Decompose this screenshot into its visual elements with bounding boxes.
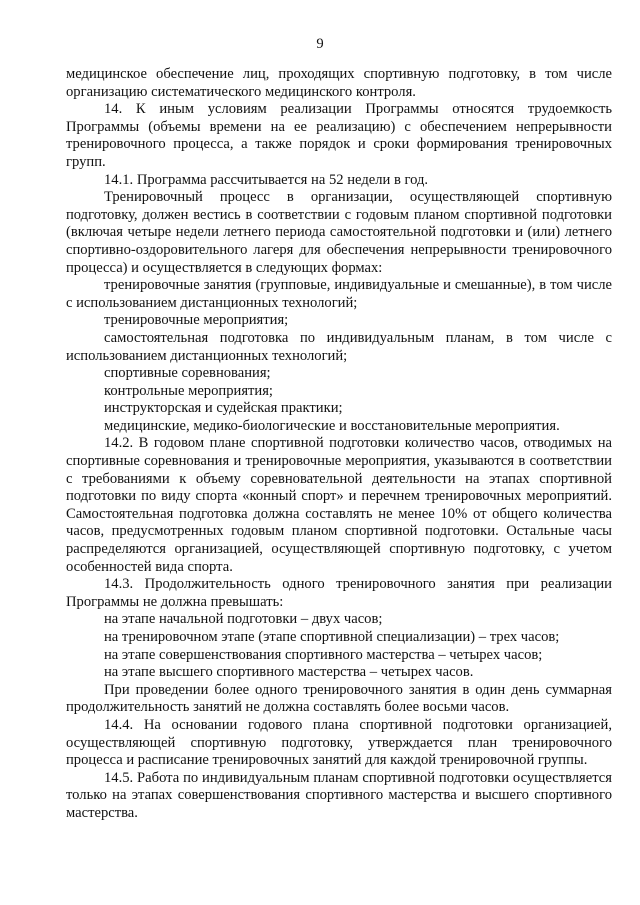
paragraph-14-2: 14.2. В годовом плане спортивной подготовки количество часов, отводимых на спортивные соревнования и тренировочные мероприятия, указываются в соответствии с требованиями к объему соревновательной деятельности на этапах спортивной подготовки по виду спорта «конный спорт» и перечнем тренировочных мероприятий. Самостоятельная подготовка должна составлять не менее 10% от общего количества часов, предусмотренных годовым планом спортивной подготовки. Остальные часы распределяются организацией, осуществляющей спортивную подготовку, с учетом особенностей вида спорта.	[66, 435, 612, 575]
list-item-competitions: спортивные соревнования;	[104, 365, 271, 382]
list-item-training-events: тренировочные мероприятия;	[104, 312, 289, 329]
list-item-improvement-stage: на этапе совершенствования спортивного мастерства – четырех часов;	[104, 646, 543, 663]
list-item-control-events: контрольные мероприятия;	[104, 382, 273, 399]
paragraph-14-4: 14.4. На основании годового плана спортивной подготовки организацией, осуществляющей спортивную подготовку, утверждается план тренировочного процесса и расписание тренировочных занятий для каждой тренировочной группы.	[66, 716, 612, 769]
list-item-training-sessions: тренировочные занятия (групповые, индивидуальные и смешанные), в том числе с использованием дистанционных технологий;	[66, 277, 612, 311]
paragraph-medical-support: медицинское обеспечение лиц, проходящих спортивную подготовку, в том числе организацию систематического медицинского контроля.	[66, 66, 612, 100]
list-item-instructor-practice: инструкторская и судейская практики;	[104, 400, 343, 417]
list-item-independent-training: самостоятельная подготовка по индивидуальным планам, в том числе с использованием дистанционных технологий;	[66, 329, 612, 364]
paragraph-14-3: 14.3. Продолжительность одного тренировочного занятия при реализации Программы не должна превышать:	[66, 576, 612, 610]
page-number: 9	[316, 36, 324, 52]
document-body	[66, 66, 612, 823]
list-item-higher-stage: на этапе высшего спортивного мастерства – четырех часов.	[104, 664, 474, 681]
paragraph-training-process: Тренировочный процесс в организации, осуществляющей спортивную подготовку, должен вестись в соответствии с годовым планом спортивной подготовки (включая четыре недели летнего периода самостоятельной подготовки и (или) летнего спортивно-оздоровительного лагеря для обеспечения непрерывности тренировочного процесса) и осуществляется в следующих формах:	[66, 189, 612, 276]
list-item-training-stage: на тренировочном этапе (этапе спортивной специализации) – трех часов;	[104, 629, 560, 645]
list-item-medical-events: медицинские, медико-биологические и восстановительные мероприятия.	[104, 417, 560, 434]
list-item-initial-stage: на этапе начальной подготовки – двух часов;	[104, 611, 383, 628]
paragraph-multiple-sessions: При проведении более одного тренировочного занятия в один день суммарная продолжительность занятий не должна составлять более восьми часов.	[66, 681, 612, 716]
paragraph-14-1: 14.1. Программа рассчитывается на 52 недели в год.	[104, 171, 429, 188]
paragraph-14: 14. К иным условиям реализации Программы относятся трудоемкость Программы (объемы времени на ее реализацию) с обеспечением непрерывности тренировочного процесса, а также порядок и сроки формирования тренировочных групп.	[66, 101, 612, 170]
paragraph-14-5: 14.5. Работа по индивидуальным планам спортивной подготовки осуществляется только на этапах совершенствования спортивного мастерства и высшего спортивного мастерства.	[66, 769, 612, 821]
